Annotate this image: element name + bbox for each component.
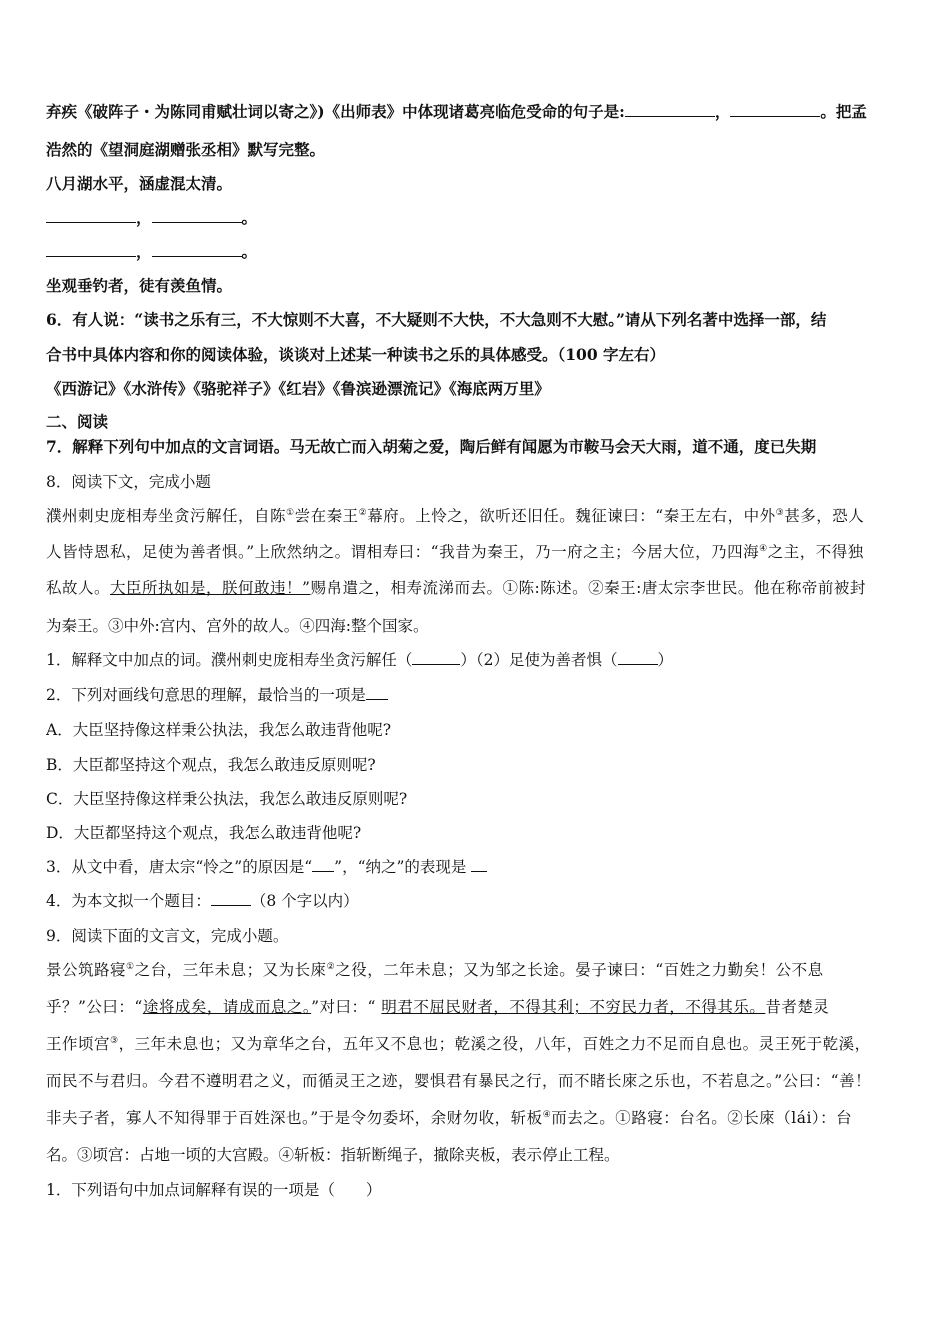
book-list: 《西游记》《水浒传》《骆驼祥子》《红岩》《鲁滨逊漂流记》《海底两万里》 bbox=[46, 379, 550, 398]
passage-line: 非夫子者，寡人不知得罪于百姓深也。”于是令勿委坏，余财勿收，斩板④而去之。①路寝：台名。②长庲（lái）：台 bbox=[46, 1109, 853, 1127]
passage-note: 名。③顷宫：占地一顷的大宫殿。④斩板：指斩断绳子，撤除夹板，表示停止工程。 bbox=[46, 1146, 620, 1164]
answer-blank[interactable] bbox=[625, 102, 715, 117]
answer-blank[interactable] bbox=[46, 242, 136, 257]
option-b: B．大臣都坚持这个观点，我怎么敢违反原则呢? bbox=[46, 756, 376, 774]
sub-question-4: 4．为本文拟一个题目： （8 个字以内） bbox=[46, 892, 359, 910]
answer-blank[interactable] bbox=[471, 857, 487, 872]
passage-line: 而民不与君归。今君不遵明君之义，而循灵王之迹，婴惧君有暴民之行，而不睹长庲之乐也，不若息之。”公曰：“善！ bbox=[46, 1072, 872, 1090]
option-a: A．大臣坚持像这样秉公执法，我怎么敢违背他呢? bbox=[46, 721, 392, 739]
answer-blank[interactable] bbox=[46, 208, 136, 223]
passage-line: 景公筑路寝①之台，三年未息；又为长庲②之役，二年未息；又为邹之长途。晏子谏曰：“百姓之力勤矣！公不息 bbox=[46, 961, 824, 979]
answer-blank[interactable] bbox=[152, 208, 242, 223]
underlined-sentence: 途将成矣，请成而息之。 bbox=[142, 998, 312, 1016]
section-heading: 二、阅读 bbox=[46, 412, 109, 431]
answer-blank[interactable] bbox=[211, 891, 251, 906]
option-d: D．大臣都坚持这个观点，我怎么敢违背他呢? bbox=[46, 824, 362, 842]
question-6-cont: 合书中具体内容和你的阅读体验，谈谈对上述某一种读书之乐的具体感受。（100 字左右） bbox=[46, 345, 666, 364]
answer-blank[interactable] bbox=[366, 685, 388, 700]
poem-line: 坐观垂钓者，徒有羡鱼情。 bbox=[46, 276, 233, 295]
text-line: 弃疾《破阵子・为陈同甫赋壮词以寄之》)《出师表》中体现诸葛亮临危受命的句子是: ， 。把孟 bbox=[46, 102, 867, 121]
underlined-sentence: 大臣所执如是，朕何敢违！” bbox=[110, 579, 311, 597]
question-6: 6．有人说：“读书之乐有三，不大惊则不大喜，不大疑则不大快，不大急则不大慰。”请从下列名著中选择一部，结 bbox=[46, 310, 827, 329]
sub-question-1: 1．下列语句中加点词解释有误的一项是（ ） bbox=[46, 1181, 382, 1199]
text-line: 浩然的《望洞庭湖赠张丞相》默写完整。 bbox=[46, 140, 326, 159]
passage-line: 王作顷宫③，三年未息也；又为章华之台，五年又不息也；乾溪之役，八年，百姓之力不足而自息也。灵王死于乾溪， bbox=[46, 1035, 871, 1053]
passage-line: 乎？”公曰：“途将成矣，请成而息之。”对曰：“ 明君不屈民财者，不得其利；不穷民力者，不得其乐。昔者楚灵 bbox=[46, 998, 830, 1016]
sub-question-3: 3．从文中看，唐太宗“怜之”的原因是“ ”，“纳之”的表现是 bbox=[46, 857, 910, 877]
underlined-sentence: 明君不屈民财者，不得其利；不穷民力者，不得其乐。 bbox=[381, 998, 766, 1016]
poem-line: 八月湖水平，涵虚混太清。 bbox=[46, 174, 233, 193]
passage-line: 濮州刺史庞相寿坐贪污解任，自陈①尝在秦王②幕府。上怜之，欲听还旧任。魏征谏曰：“秦王左右，中外③甚多，恐人 bbox=[46, 507, 865, 525]
answer-blank[interactable] bbox=[730, 102, 820, 117]
answer-blank[interactable] bbox=[412, 650, 460, 665]
answer-blank[interactable] bbox=[618, 650, 658, 665]
option-c: C．大臣坚持像这样秉公执法，我怎么敢违反原则呢? bbox=[46, 790, 408, 808]
question-8: 8．阅读下文，完成小题 bbox=[46, 473, 211, 491]
question-9: 9．阅读下面的文言文，完成小题。 bbox=[46, 927, 289, 945]
passage-note: 为秦王。③中外:宫内、宫外的故人。④四海:整个国家。 bbox=[46, 617, 429, 635]
answer-blank[interactable] bbox=[152, 242, 242, 257]
passage-line: 人皆恃恩私，足使为善者惧。”上欣然纳之。谓相寿曰：“我昔为秦王，乃一府之主；今居大位，乃四海④之主，不得独 bbox=[46, 543, 864, 561]
poem-blank-line: ， 。 bbox=[46, 208, 910, 228]
passage-line: 私故人。大臣所执如是，朕何敢违！”赐帛遣之，相寿流涕而去。①陈:陈述。②秦王:唐太宗李世民。他在称帝前被封 bbox=[46, 579, 866, 597]
sub-question-1: 1．解释文中加点的词。濮州刺史庞相寿坐贪污解任（ ）（2）足使为善者惧（ ） bbox=[46, 651, 674, 669]
poem-blank-line: ， 。 bbox=[46, 242, 910, 262]
sub-question-2: 2．下列对画线句意思的理解，最恰当的一项是 bbox=[46, 685, 910, 705]
answer-blank[interactable] bbox=[312, 857, 334, 872]
question-7: 7．解释下列句中加点的文言词语。马无故亡而入胡菊之爱，陶后鲜有闻愿为市鞍马会天大雨，道不通，度已失期 bbox=[46, 437, 817, 456]
